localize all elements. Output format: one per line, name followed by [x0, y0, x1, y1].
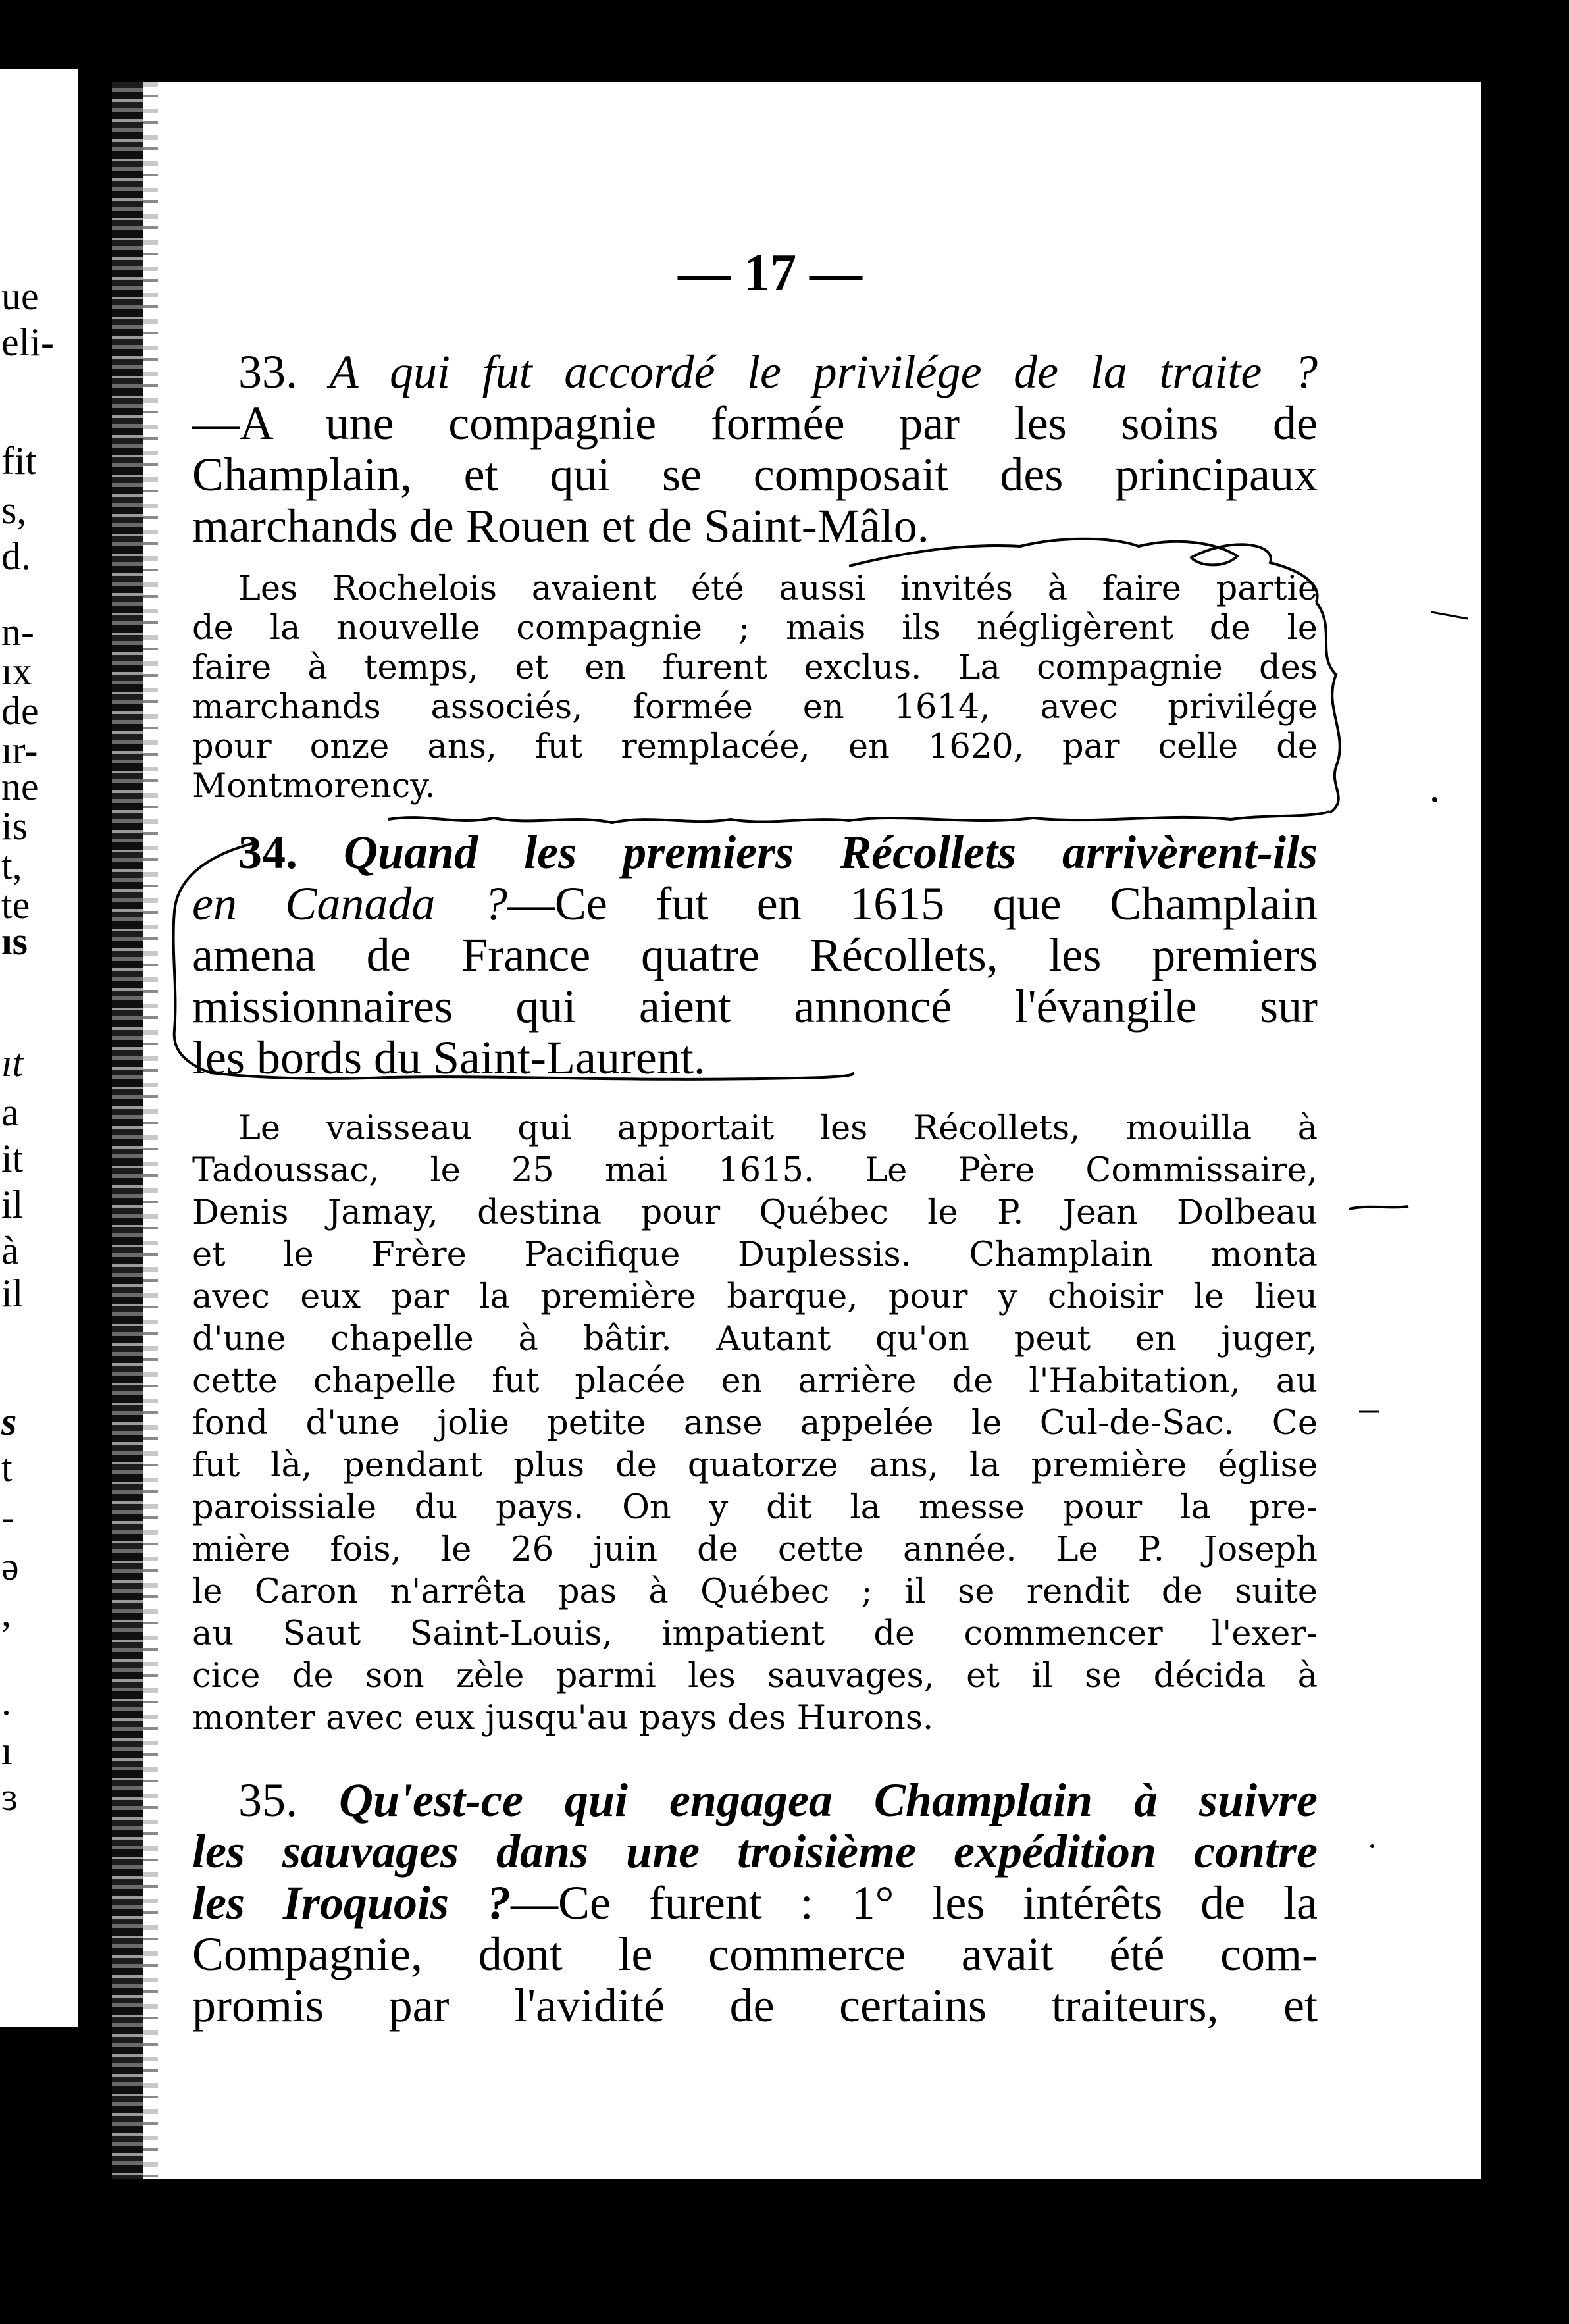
margin-dash-right-2 [1431, 612, 1468, 619]
q35-question-line: les sauvages dans une troisième expédition contre [192, 1825, 1318, 1878]
q34-answer-line: missionnaires qui aient annoncé l'évangile sur [192, 980, 1318, 1033]
q34-answer-line: amena de France quatre Récollets, les premiers [192, 929, 1318, 981]
note-bracket-top-scribble [849, 539, 1318, 602]
q33-note-line: marchands associés, formée en 1614, avec privilége [192, 688, 1318, 727]
q34-note-line: et le Frère Pacifique Duplessis. Champlain monta [192, 1235, 1318, 1274]
q33-question: A qui fut accordé le privilége de la traite ? [329, 346, 1318, 398]
page-number: — 17 — [678, 244, 862, 302]
left-page-text-fragment: s [1, 1400, 17, 1443]
q34-answer-line: les bords du Saint-Laurent. [192, 1031, 706, 1084]
left-page-text-fragment: te [1, 883, 30, 927]
q34-note-line: cette chapelle fut placée en arrière de l'Habitation, au [192, 1362, 1318, 1401]
left-page-text-fragment: ue [1, 274, 39, 318]
q34-note-line: fut là, pendant plus de quatorze ans, la première église [192, 1446, 1318, 1485]
handwritten-annotations [112, 82, 1481, 2179]
margin-dot [1432, 797, 1437, 802]
q34-note-line: mière fois, le 26 juin de cette année. Le P. Joseph [192, 1530, 1318, 1569]
adjacent-page-edge [0, 69, 78, 2027]
left-page-text-fragment: - [1, 1495, 14, 1539]
left-page-text-fragment: eli- [1, 321, 54, 364]
book-page [112, 82, 1481, 2179]
q35-answer-line: promis par l'avidité de certains traiteurs, et [192, 1979, 1318, 2032]
q34-question: Quand les premiers Récollets arrivèrent-ils [344, 826, 1318, 879]
left-page-text-fragment: de [1, 689, 39, 733]
q34-note-line: Le vaisseau qui apportait les Récollets, mouilla à [238, 1109, 1318, 1148]
left-page-text-fragment: t, [1, 844, 22, 887]
q34-note-line: fond d'une jolie petite anse appelée le Cul-de-Sac. Ce [192, 1404, 1318, 1443]
q35-question-end: les Iroquois ? [192, 1876, 511, 1929]
q34-question-end: en Canada ? [192, 877, 507, 930]
q33-note-line: faire à temps, et en furent exclus. La compagnie des [192, 648, 1318, 687]
left-page-text-fragment: ə [1, 1545, 19, 1588]
left-page-text-fragment: it [1, 1137, 24, 1180]
q34-note-line: cice de son zèle parmi les sauvages, et il se décida à [192, 1657, 1318, 1695]
left-page-text-fragment: il [1, 1183, 24, 1226]
left-page-text-fragment: is [1, 804, 28, 848]
q34-note-line: le Caron n'arrêta pas à Québec ; il se rendit de suite [192, 1572, 1318, 1611]
q33-note-line: pour onze ans, fut remplacée, en 1620, par celle de [192, 727, 1318, 766]
left-page-text-fragment: ı [1, 1729, 13, 1772]
q33-note-line: Les Rochelois avaient été aussi invités à faire partie [238, 569, 1318, 608]
left-page-text-fragment: à [1, 1229, 19, 1272]
left-page-text-fragment: t [1, 1446, 13, 1489]
left-page-text-fragment: . [1, 1680, 11, 1723]
q34-enclosing-bracket [174, 842, 854, 1079]
left-page-text-fragment: fit [1, 439, 37, 482]
left-page-text-fragment: s, [1, 488, 27, 532]
left-page-text-fragment: d. [1, 534, 31, 578]
q34-note-line: paroissiale du pays. On y dit la messe pour la pre- [192, 1488, 1318, 1527]
q35-question: Qu'est-ce qui engagea Champlain à suivre [339, 1774, 1318, 1826]
q33-note-line: de la nouvelle compagnie ; mais ils négligèrent de le [192, 609, 1318, 648]
q34-number: 34. [238, 826, 297, 879]
q33-number: 33. [238, 346, 297, 398]
q35-number: 35. [238, 1774, 297, 1826]
note-bracket-bottom-scribble [388, 812, 1329, 823]
q33-answer-line: Champlain, et qui se composait des principaux [192, 448, 1318, 501]
q34-note-line: Tadoussac, le 25 mai 1615. Le Père Commissaire, [192, 1151, 1318, 1190]
q34-note-line: Denis Jamay, destina pour Québec le P. Jean Dolbeau [192, 1193, 1318, 1232]
q34-note-line: monter avec eux jusqu'au pays des Hurons. [192, 1699, 934, 1738]
q34-answer-start: —Ce fut en 1615 que Champlain [507, 877, 1318, 930]
left-page-text-fragment: , [1, 1591, 11, 1634]
q33-note-line: Montmorency. [192, 767, 436, 806]
margin-dash-right-1 [1349, 1206, 1408, 1209]
q34-note-line: avec eux par la première barque, pour y choisir le lieu [192, 1278, 1318, 1316]
left-page-text-fragment: a [1, 1091, 19, 1134]
margin-dot [1370, 1844, 1374, 1848]
left-page-text-fragment: n- [1, 610, 34, 654]
left-page-text-fragment: ɜ [1, 1775, 18, 1819]
q34-note-line: d'une chapelle à bâtir. Autant qu'on peut en juger, [192, 1320, 1318, 1358]
q35-answer-line: Compagnie, dont le commerce avait été com- [192, 1928, 1318, 1980]
q33-answer-line: —A une compagnie formée par les soins de [192, 397, 1318, 450]
left-page-text-fragment: ır- [1, 729, 38, 772]
left-page-text-fragment: ıs [1, 919, 28, 963]
left-page-text-fragment: il [1, 1272, 24, 1315]
q34-note-line: au Saut Saint-Louis, impatient de commencer l'exer- [192, 1614, 1318, 1653]
left-page-text-fragment: ne [1, 765, 39, 808]
note-bracket-right [1316, 602, 1340, 813]
left-page-text-fragment: ıx [1, 650, 32, 693]
left-page-text-fragment: ıt [1, 1041, 24, 1085]
q33-answer-line: marchands de Rouen et de Saint-Mâlo. [192, 500, 929, 552]
q35-answer-start: —Ce furent : 1° les intérêts de la [510, 1876, 1318, 1929]
